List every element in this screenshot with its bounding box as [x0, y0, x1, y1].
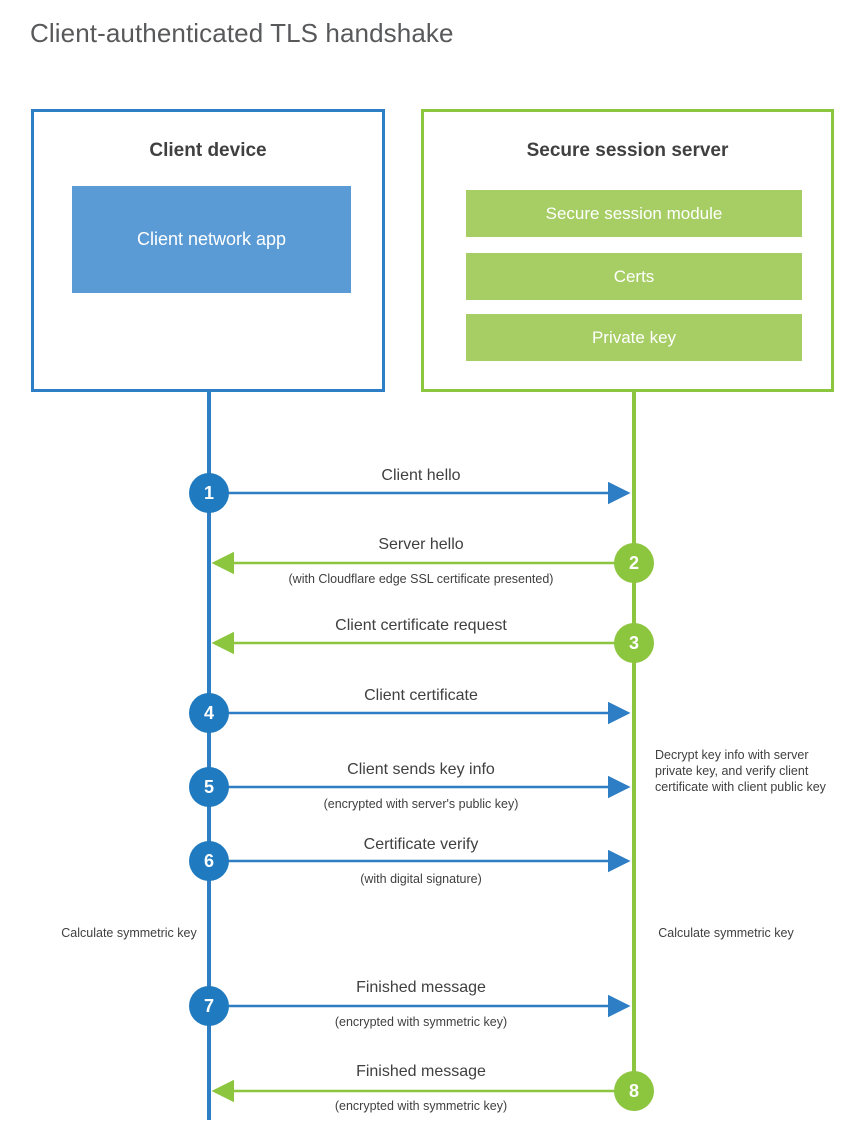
client-network-app-block: Client network app [72, 186, 351, 293]
page-title: Client-authenticated TLS handshake [30, 18, 454, 48]
note-client-calculate-symmetric-key: Calculate symmetric key [61, 926, 197, 940]
server-item-certs: Certs [466, 253, 802, 300]
secure-session-server-title: Secure session server [526, 140, 729, 161]
note-server-decrypt: Decrypt key info with server private key, and verify client certificate with client public key [655, 748, 826, 794]
note-server-calculate-symmetric-key: Calculate symmetric key [658, 926, 794, 940]
message-sublabel-2: (with Cloudflare edge SSL certificate presented) [288, 572, 554, 586]
message-label-8: Finished message [356, 1063, 486, 1080]
server-item-secure-session-module: Secure session module [466, 190, 802, 237]
message-label-4: Client certificate [364, 687, 478, 704]
message-label-5: Client sends key info [347, 761, 495, 778]
message-sublabel-5: (encrypted with server's public key) [323, 797, 519, 811]
step-circle-4: 4 [189, 693, 229, 733]
message-label-3: Client certificate request [335, 617, 507, 634]
server-item-private-key: Private key [466, 314, 802, 361]
step-circle-5: 5 [189, 767, 229, 807]
message-label-6: Certificate verify [363, 836, 479, 853]
message-label-1: Client hello [381, 467, 461, 484]
step-circle-7: 7 [189, 986, 229, 1026]
step-circle-1: 1 [189, 473, 229, 513]
message-label-7: Finished message [356, 979, 486, 996]
step-circle-3: 3 [614, 623, 654, 663]
message-sublabel-6: (with digital signature) [360, 872, 482, 886]
step-circle-2: 2 [614, 543, 654, 583]
step-circle-8: 8 [614, 1071, 654, 1111]
message-sublabel-8: (encrypted with symmetric key) [334, 1099, 508, 1113]
message-sublabel-7: (encrypted with symmetric key) [334, 1015, 508, 1029]
message-label-2: Server hello [378, 536, 464, 553]
step-circle-6: 6 [189, 841, 229, 881]
client-device-title: Client device [149, 140, 267, 161]
